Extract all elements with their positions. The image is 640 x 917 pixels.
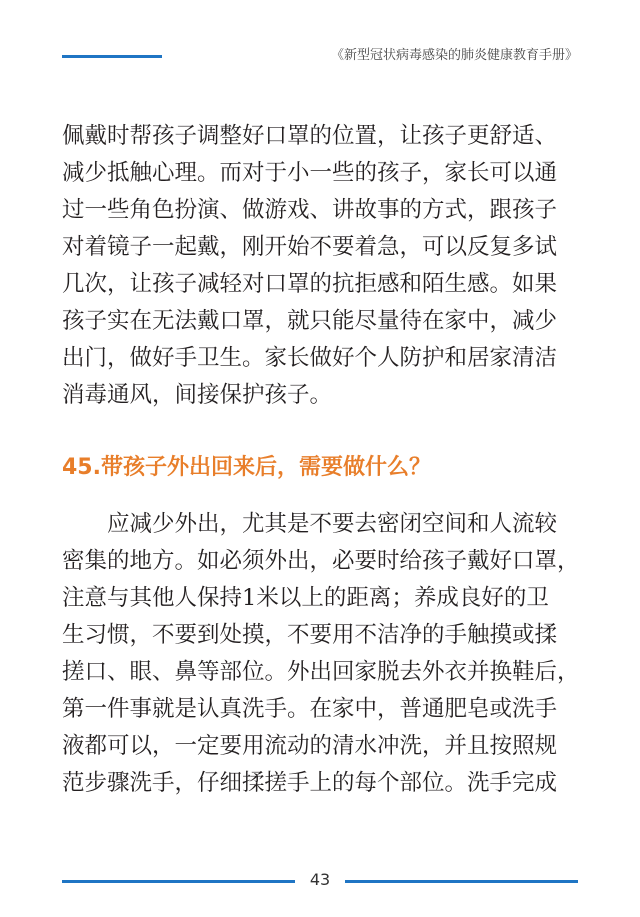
- page-footer: [62, 870, 578, 894]
- text-line: 对着镜子一起戴，刚开始不要着急，可以反复多试: [62, 234, 558, 260]
- book-title: 《新型冠状病毒感染的肺炎健康教育手册》: [330, 48, 578, 63]
- paragraph-mask-wearing: [62, 118, 592, 414]
- text-line: 第一件事就是认真洗手。在家中，普通肥皂或洗手: [62, 696, 558, 722]
- text-line: 佩戴时帮孩子调整好口罩的位置，让孩子更舒适、: [62, 123, 558, 149]
- text-line: 应减少外出，尤其是不要去密闭空间和人流较: [107, 511, 558, 537]
- paragraph-after-outing: [62, 506, 592, 802]
- section-heading: 45.带孩子外出回来后，需要做什么？: [62, 455, 431, 480]
- text-line: 生习惯，不要到处摸，不要用不洁净的手触摸或揉: [62, 622, 558, 648]
- page-header: [62, 40, 578, 64]
- text-line: 消毒通风，间接保护孩子。: [62, 382, 333, 408]
- text-line: 注意与其他人保持1米以上的距离；养成良好的卫: [62, 585, 549, 611]
- page-number: 43: [309, 870, 331, 889]
- text-line: 几次，让孩子减轻对口罩的抗拒感和陌生感。如果: [62, 271, 558, 297]
- text-line: 过一些角色扮演、做游戏、讲故事的方式，跟孩子: [62, 197, 558, 223]
- header-rule: [62, 55, 162, 58]
- text-line: 密集的地方。如必须外出，必要时给孩子戴好口罩，: [62, 548, 580, 574]
- text-line: 孩子实在无法戴口罩，就只能尽量待在家中，减少: [62, 308, 558, 334]
- text-line: 搓口、眼、鼻等部位。外出回家脱去外衣并换鞋后，: [62, 659, 580, 685]
- text-line: 液都可以，一定要用流动的清水冲洗，并且按照规: [62, 733, 558, 759]
- text-line: 范步骤洗手，仔细揉搓手上的每个部位。洗手完成: [62, 770, 558, 796]
- text-line: 减少抵触心理。而对于小一些的孩子，家长可以通: [62, 160, 558, 186]
- text-line: 出门，做好手卫生。家长做好个人防护和居家清洁: [62, 345, 558, 371]
- footer-rule-right: [345, 880, 578, 883]
